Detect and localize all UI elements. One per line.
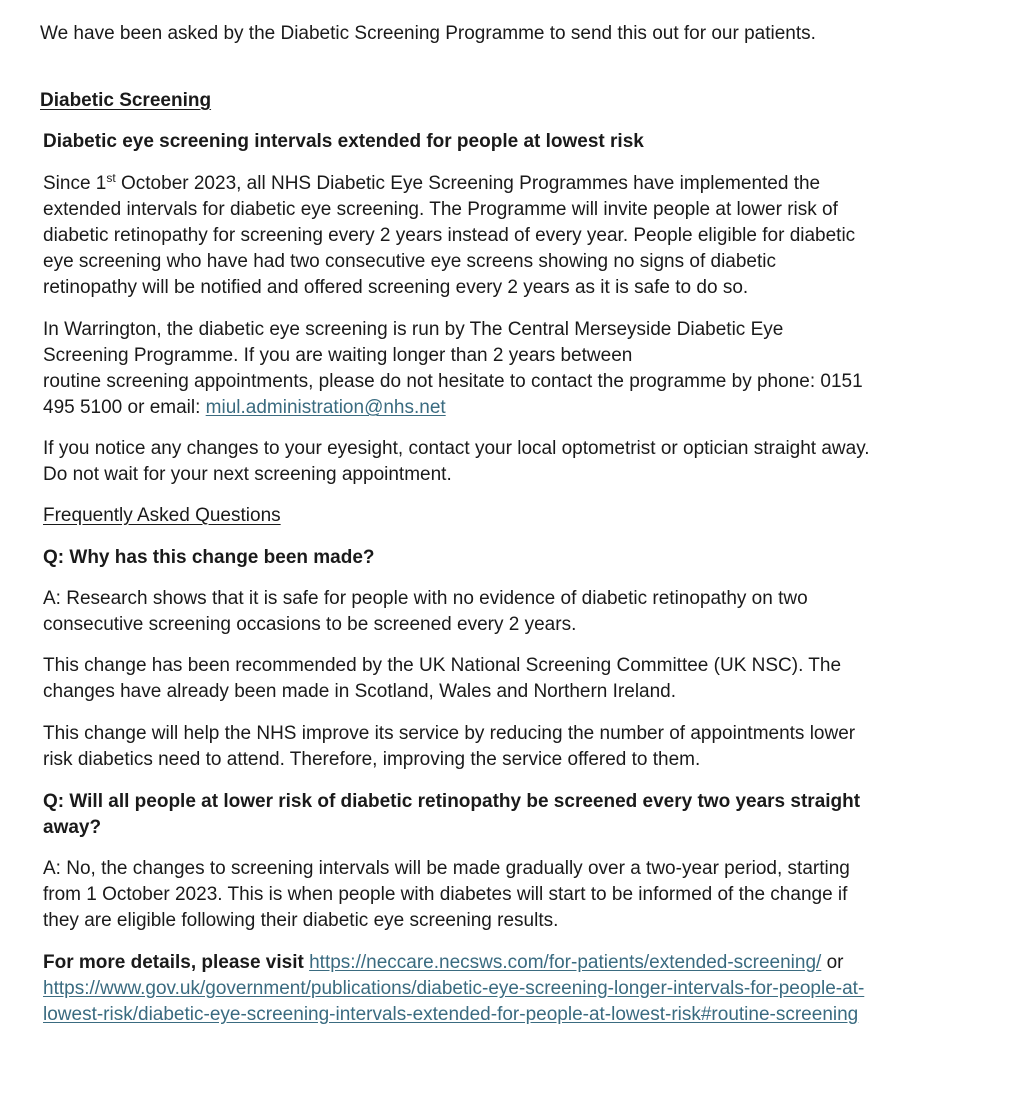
faq-answer-2 <box>43 856 973 934</box>
faq-question-1: Q: Why has this change been made? <box>43 547 375 568</box>
paragraph-line: If you notice any changes to your eyesight, contact your local optometrist or optician straight away. <box>43 438 870 459</box>
paragraph-line: away? <box>43 817 102 838</box>
paragraph-warrington <box>43 317 973 421</box>
paragraph-line: they are eligible following their diabetic eye screening results. <box>43 910 559 931</box>
text-fragment: or <box>821 952 844 973</box>
paragraph-line: This change will help the NHS improve its service by reducing the number of appointments lower <box>43 723 856 744</box>
paragraph-line <box>43 976 973 1002</box>
faq-answer-1 <box>43 586 973 638</box>
paragraph-line: retinopathy will be notified and offered screening every 2 years as it is safe to do so. <box>43 277 749 298</box>
paragraph-line <box>43 1002 973 1028</box>
paragraph-line: A: Research shows that it is safe for people with no evidence of diabetic retinopathy on two <box>43 588 808 609</box>
paragraph-uk-nsc <box>43 653 973 705</box>
article-headline: Diabetic eye screening intervals extended for people at lowest risk <box>43 131 644 152</box>
neccare-link[interactable]: https://neccare.necsws.com/for-patients/extended-screening/ <box>309 952 822 973</box>
paragraph-line: diabetic retinopathy for screening every 2 years instead of every year. People eligible for diabetic <box>43 225 856 246</box>
paragraph-line: from 1 October 2023. This is when people with diabetes will start to be informed of the change if <box>43 884 848 905</box>
section-heading: Diabetic Screening <box>40 90 212 111</box>
paragraph-line: In Warrington, the diabetic eye screening is run by The Central Merseyside Diabetic Eye <box>43 319 784 340</box>
paragraph-line: Do not wait for your next screening appointment. <box>43 464 452 485</box>
gov-uk-link[interactable]: https://www.gov.uk/government/publications/diabetic-eye-screening-longer-intervals-for-people-at- <box>43 978 865 999</box>
paragraph-line: This change has been recommended by the UK National Screening Committee (UK NSC). The <box>43 655 842 676</box>
ordinal-suffix: st <box>106 171 116 185</box>
paragraph-line <box>43 171 973 197</box>
paragraph-line: changes have already been made in Scotland, Wales and Northern Ireland. <box>43 681 677 702</box>
paragraph-line <box>43 395 973 421</box>
paragraph-line <box>43 950 973 976</box>
gov-uk-link-continued[interactable]: lowest-risk/diabetic-eye-screening-intervals-extended-for-people-at-lowest-risk#routine-screening <box>43 1004 859 1025</box>
text-fragment: October 2023, all NHS Diabetic Eye Screening Programmes have implemented the <box>115 173 821 194</box>
paragraph-line: Q: Will all people at lower risk of diabetic retinopathy be screened every two years straight <box>43 791 861 812</box>
paragraph-line: eye screening who have had two consecutive eye screens showing no signs of diabetic <box>43 251 776 272</box>
paragraph-line: consecutive screening occasions to be screened every 2 years. <box>43 614 577 635</box>
paragraph-line: A: No, the changes to screening intervals will be made gradually over a two-year period, starting <box>43 858 850 879</box>
text-fragment: Since 1 <box>43 173 107 194</box>
paragraph-line: routine screening appointments, please do not hesitate to contact the programme by phone: 0151 <box>43 371 863 392</box>
paragraph-eyesight <box>43 436 973 488</box>
paragraph-nhs-service <box>43 721 973 773</box>
paragraph-intervals <box>43 171 973 301</box>
faq-heading: Frequently Asked Questions <box>43 505 281 526</box>
more-details-label: For more details, please visit <box>43 952 310 973</box>
paragraph-line: Screening Programme. If you are waiting longer than 2 years between <box>43 345 633 366</box>
paragraph-line: extended intervals for diabetic eye screening. The Programme will invite people at lower risk of <box>43 199 838 220</box>
intro-text: We have been asked by the Diabetic Screening Programme to send this out for our patients. <box>40 23 816 44</box>
email-link[interactable]: miul.administration@nhs.net <box>205 397 446 418</box>
text-fragment: 495 5100 or email: <box>43 397 206 418</box>
more-details <box>43 950 973 1028</box>
faq-question-2 <box>43 789 973 841</box>
paragraph-line: risk diabetics need to attend. Therefore, improving the service offered to them. <box>43 749 701 770</box>
